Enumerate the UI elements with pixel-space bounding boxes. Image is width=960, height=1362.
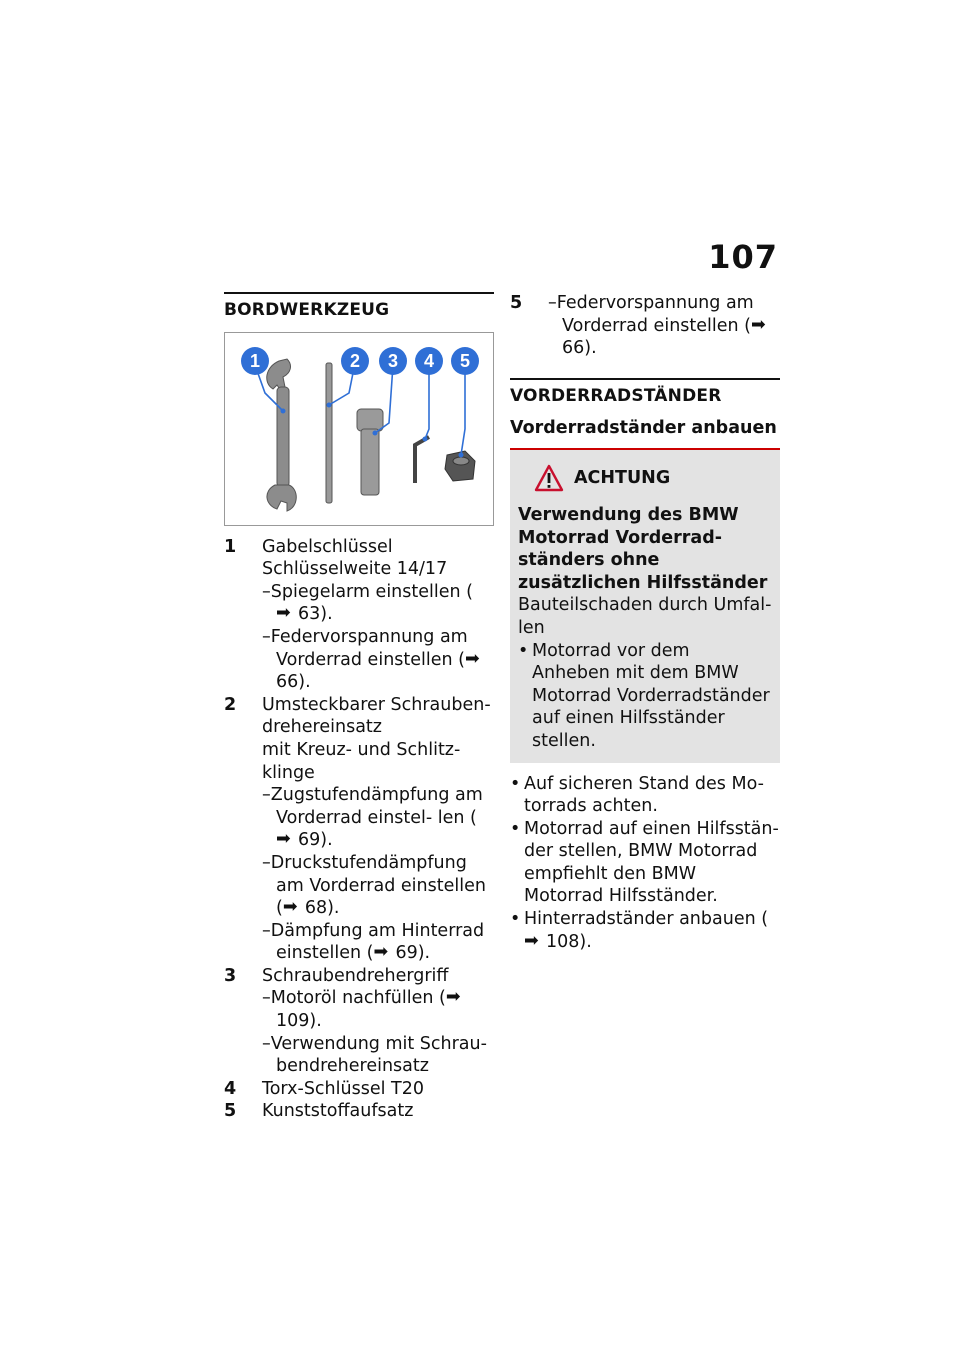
callout-2 [341, 347, 369, 375]
wrench-icon [267, 359, 297, 511]
link-item[interactable]: –Zugstufendämpfung am Vorderrad einstel- len (➡ 69). [262, 785, 483, 851]
svg-text:1: 1 [249, 350, 261, 371]
arrow-icon: ➡ [524, 930, 539, 951]
subsection-title: Vorderradständer anbauen [510, 418, 777, 439]
svg-text:4: 4 [423, 350, 435, 371]
warning-box [510, 448, 780, 763]
left-column [224, 292, 494, 1123]
arrow-icon: ➡ [445, 987, 461, 1008]
callout-1 [241, 347, 269, 375]
tool-item-5: 5 Kunststoffaufsatz [224, 1101, 414, 1122]
screwdriver-handle-icon [357, 409, 383, 495]
warning-triangle-icon [534, 464, 564, 492]
link-item[interactable]: –Dämpfung am Hinterrad einstellen (➡ 69). [262, 920, 485, 964]
arrow-icon: ➡ [276, 603, 291, 624]
tool-item-4: 4 Torx-Schlüssel T20 [224, 1078, 424, 1099]
torx-key-icon [415, 437, 429, 483]
list-item: • Auf sicheren Stand des Mo- torrads achten. [510, 773, 764, 817]
arrow-icon: ➡ [465, 648, 480, 669]
callout-5 [451, 347, 479, 375]
svg-text:2: 2 [349, 350, 361, 371]
link-item[interactable]: • Hinterradständer anbauen (➡ 108). [510, 909, 769, 952]
arrow-icon: ➡ [373, 942, 389, 963]
callout-4 [415, 347, 443, 375]
arrow-icon: ➡ [282, 897, 298, 918]
right-column [510, 292, 780, 953]
section-title-bordwerkzeug: BORDWERKZEUG [224, 292, 494, 322]
link-item[interactable]: –Spiegelarm einstellen (➡ 63). [262, 581, 473, 625]
sub-item: –Verwendung mit Schrau- bendrehereinsatz [262, 1033, 487, 1077]
page-number: 107 [708, 238, 778, 276]
screwdriver-bit-icon [326, 363, 332, 503]
svg-text:3: 3 [387, 350, 399, 371]
link-item[interactable]: –Druckstufendämpfung am Vorderrad einstellen (➡ 68). [262, 852, 486, 919]
tool-item-5-continued: 5 –Federvorspannung am Vorderrad einstellen (➡66). [510, 292, 780, 360]
link-item[interactable]: –Motoröl nachfüllen (➡109). [224, 987, 494, 1032]
tool-item-3: 3 Schraubendrehergriff [224, 965, 449, 986]
link-item[interactable]: –Federvorspannung am Vorderrad einstellen (➡66). [224, 626, 494, 694]
warning-title: ACHTUNG [574, 467, 671, 488]
link-item[interactable]: –Federvorspannung am Vorderrad einstellen (➡66). [548, 292, 780, 360]
arrow-icon: ➡ [276, 829, 291, 850]
arrow-icon: ➡ [751, 314, 766, 335]
toolkit-figure [224, 332, 494, 526]
warning-bullet: • Motorrad vor dem Anheben mit dem BMW Motorrad Vorderradständer auf einen Hilfsständer stellen. [518, 640, 770, 751]
svg-text:5: 5 [459, 350, 471, 371]
callout-3 [379, 347, 407, 375]
warning-subject: Verwendung des BMW Motorrad Vorderrad- ständers ohne zusätzlichen Hilfsständer [518, 504, 768, 593]
warning-text: Bauteilschaden durch Umfal- len [518, 595, 772, 638]
toolkit-illustration [225, 333, 493, 525]
section-title-vorderradstaender: VORDERRADSTÄNDER [510, 378, 780, 408]
list-item: • Motorrad auf einen Hilfsstän- der stellen, BMW Motorrad empfiehlt den BMW Motorrad Hilfsständer. [510, 818, 779, 907]
tool-item-2: 2 Umsteckbarer Schrauben- drehereinsatz mit Kreuz- und Schlitz- klinge [224, 694, 491, 783]
tool-item-1: 1 Gabelschlüssel Schlüsselweite 14/17 [224, 536, 448, 580]
